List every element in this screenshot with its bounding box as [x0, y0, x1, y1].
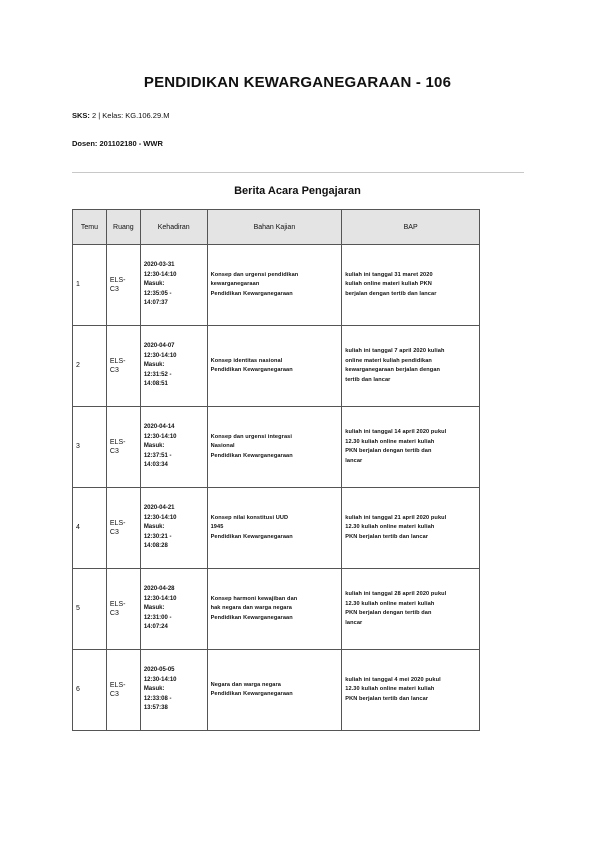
- cell-temu: 1: [73, 245, 107, 326]
- bahan-line: Pendidikan Kewarganegaraan: [210, 614, 293, 621]
- bahan-line: Pendidikan Kewarganegaraan: [210, 452, 293, 459]
- bahan-line: Konsep harmoni kewajiban dan: [210, 595, 298, 602]
- ruang-line: ELS-: [109, 276, 126, 284]
- bap-line: kuliah ini tanggal 4 mei 2020 pukul: [345, 676, 441, 683]
- ruang-line: C3: [109, 367, 119, 374]
- cell-temu: 3: [73, 407, 107, 488]
- cell-ruang: [106, 650, 140, 731]
- kehadiran-line: 12:30:21 -: [143, 533, 172, 540]
- kehadiran-line: 14:07:24: [143, 624, 168, 631]
- column-header-bahan-kajian: Bahan Kajian: [207, 210, 342, 245]
- kehadiran-line: 12:31:52 -: [143, 371, 172, 378]
- cell-bap: [342, 326, 480, 407]
- cell-ruang: [106, 407, 140, 488]
- cell-bap: [342, 407, 480, 488]
- bahan-line: Konsep dan urgensi integrasi: [210, 433, 293, 440]
- cell-bahan-kajian: [207, 650, 342, 731]
- kehadiran-line: 12:30-14:10: [143, 352, 177, 359]
- bap-line: kuliah ini tanggal 21 april 2020 pukul: [345, 514, 447, 521]
- section-title: Berita Acara Pengajaran: [234, 185, 361, 197]
- table-row: [73, 650, 480, 731]
- bap-line: 12.30 kuliah online materi kuliah: [345, 600, 435, 607]
- cell-kehadiran: [140, 650, 207, 731]
- cell-ruang: [106, 569, 140, 650]
- kehadiran-line: Masuk:: [143, 524, 165, 531]
- bap-line: kuliah ini tanggal 7 april 2020 kuliah: [345, 348, 445, 354]
- table-row: [73, 245, 480, 326]
- kehadiran-line: Masuk:: [143, 443, 165, 450]
- kehadiran-line: Masuk:: [143, 281, 165, 288]
- cell-bahan-kajian: [207, 326, 342, 407]
- ruang-line: ELS-: [109, 681, 126, 689]
- kehadiran-line: 12:31:00 -: [143, 614, 172, 621]
- kehadiran-line: 2020-03-31: [143, 262, 175, 269]
- kehadiran-line: 12:30-14:10: [143, 271, 177, 278]
- bahan-line: hak negara dan warga negara: [210, 605, 292, 612]
- bap-line: PKN berjalan dengan tertib dan: [345, 610, 432, 616]
- column-header-temu: Temu: [73, 210, 107, 245]
- dosen-label: Dosen:: [72, 139, 98, 148]
- kehadiran-line: 2020-04-21: [143, 505, 175, 512]
- sks-label: SKS:: [72, 111, 90, 120]
- bahan-line: Pendidikan Kewarganegaraan: [210, 290, 293, 297]
- cell-bahan-kajian: [207, 407, 342, 488]
- cell-bahan-kajian: [207, 245, 342, 326]
- cell-kehadiran: [140, 245, 207, 326]
- cell-temu: 5: [73, 569, 107, 650]
- lecturer-info: [72, 139, 163, 148]
- dosen-value: 201102180 - WWR: [99, 139, 163, 148]
- cell-bap: [342, 488, 480, 569]
- bap-line: kuliah ini tanggal 28 april 2020 pukul: [345, 591, 447, 597]
- table-row: [73, 488, 480, 569]
- kehadiran-line: 12:37:51 -: [143, 452, 172, 459]
- cell-kehadiran: [140, 569, 207, 650]
- bap-line: 12.30 kuliah online materi kuliah: [345, 438, 435, 445]
- bap-table: [72, 209, 480, 731]
- cell-ruang: [106, 488, 140, 569]
- bahan-line: Konsep nilai konstitusi UUD: [210, 514, 289, 521]
- bap-line: lancar: [345, 619, 363, 626]
- bahan-line: Negara dan warga negara: [210, 681, 281, 688]
- ruang-line: C3: [109, 610, 119, 617]
- kehadiran-line: 12:33:08 -: [143, 695, 172, 702]
- bahan-line: Pendidikan Kewarganegaraan: [210, 533, 293, 540]
- ruang-line: C3: [109, 448, 119, 455]
- cell-bap: [342, 245, 480, 326]
- table-row: [73, 407, 480, 488]
- column-header-ruang: Ruang: [106, 210, 140, 245]
- kehadiran-line: 2020-05-05: [143, 667, 175, 674]
- kehadiran-line: 13:57:38: [143, 705, 168, 712]
- table-row: [73, 569, 480, 650]
- bap-line: 12.30 kuliah online materi kuliah: [345, 524, 435, 531]
- ruang-line: ELS-: [109, 357, 126, 365]
- table-header-row: [73, 210, 480, 245]
- kehadiran-line: 2020-04-14: [143, 424, 175, 431]
- course-info: [72, 111, 169, 120]
- bap-line: kuliah ini tanggal 14 april 2020 pukul: [345, 429, 447, 435]
- bahan-line: Pendidikan Kewarganegaraan: [210, 691, 293, 697]
- bap-line: PKN berjalan dengan tertib dan: [345, 448, 432, 454]
- kelas-value: KG.106.29.M: [125, 111, 170, 120]
- table-row: [73, 326, 480, 407]
- ruang-line: C3: [109, 691, 119, 698]
- kehadiran-line: Masuk:: [143, 362, 165, 369]
- kehadiran-line: 14:03:34: [143, 462, 168, 469]
- cell-temu: 2: [73, 326, 107, 407]
- kehadiran-line: 12:30-14:10: [143, 676, 177, 683]
- cell-temu: 6: [73, 650, 107, 731]
- cell-bahan-kajian: [207, 569, 342, 650]
- cell-bap: [342, 650, 480, 731]
- bahan-line: kewarganegaraan: [210, 281, 260, 288]
- ruang-line: ELS-: [109, 519, 126, 527]
- kehadiran-line: 14:08:51: [143, 381, 168, 388]
- bap-line: tertib dan lancar: [345, 376, 391, 383]
- kehadiran-line: 2020-04-28: [143, 586, 175, 593]
- column-header-kehadiran: Kehadiran: [140, 210, 207, 245]
- bahan-line: 1945: [210, 524, 224, 531]
- cell-kehadiran: [140, 407, 207, 488]
- bap-line: lancar: [345, 457, 363, 464]
- bap-line: berjalan dengan tertib dan lancar: [345, 290, 437, 297]
- table-body: [73, 245, 480, 731]
- bap-line: kewarganegaraan berjalan dengan: [345, 367, 441, 373]
- kehadiran-line: Masuk:: [143, 605, 165, 612]
- bap-line: 12.30 kuliah online materi kuliah: [345, 686, 435, 693]
- ruang-line: ELS-: [109, 438, 126, 446]
- document-title: PENDIDIKAN KEWARGANEGARAAN - 106: [143, 74, 452, 91]
- kehadiran-line: 14:07:37: [143, 300, 168, 307]
- cell-ruang: [106, 245, 140, 326]
- divider: [72, 172, 524, 173]
- kehadiran-line: 12:35:05 -: [143, 290, 172, 297]
- ruang-line: C3: [109, 286, 119, 293]
- ruang-line: C3: [109, 529, 119, 536]
- bap-line: online materi kuliah pendidikan: [345, 357, 432, 364]
- bap-line: kuliah ini tanggal 31 maret 2020: [345, 271, 433, 278]
- kehadiran-line: 12:30-14:10: [143, 595, 177, 602]
- kehadiran-line: 12:30-14:10: [143, 514, 177, 521]
- bap-line: kuliah online materi kuliah PKN: [345, 281, 432, 288]
- cell-kehadiran: [140, 326, 207, 407]
- cell-bap: [342, 569, 480, 650]
- cell-kehadiran: [140, 488, 207, 569]
- bahan-line: Konsep dan urgensi pendidikan: [210, 271, 299, 278]
- cell-bahan-kajian: [207, 488, 342, 569]
- bahan-line: Konsep identitas nasional: [210, 357, 283, 364]
- bahan-line: Pendidikan Kewarganegaraan: [210, 367, 293, 373]
- sks-value: 2 | Kelas:: [92, 111, 124, 120]
- cell-ruang: [106, 326, 140, 407]
- kehadiran-line: 12:30-14:10: [143, 433, 177, 440]
- kehadiran-line: 2020-04-07: [143, 343, 175, 350]
- kehadiran-line: Masuk:: [143, 686, 165, 693]
- bahan-line: Nasional: [210, 443, 235, 450]
- column-header-bap: BAP: [342, 210, 480, 245]
- cell-temu: 4: [73, 488, 107, 569]
- bap-line: PKN berjalan tertib dan lancar: [345, 533, 429, 540]
- ruang-line: ELS-: [109, 600, 126, 608]
- kehadiran-line: 14:08:28: [143, 543, 168, 550]
- bap-line: PKN berjalan tertib dan lancar: [345, 695, 429, 702]
